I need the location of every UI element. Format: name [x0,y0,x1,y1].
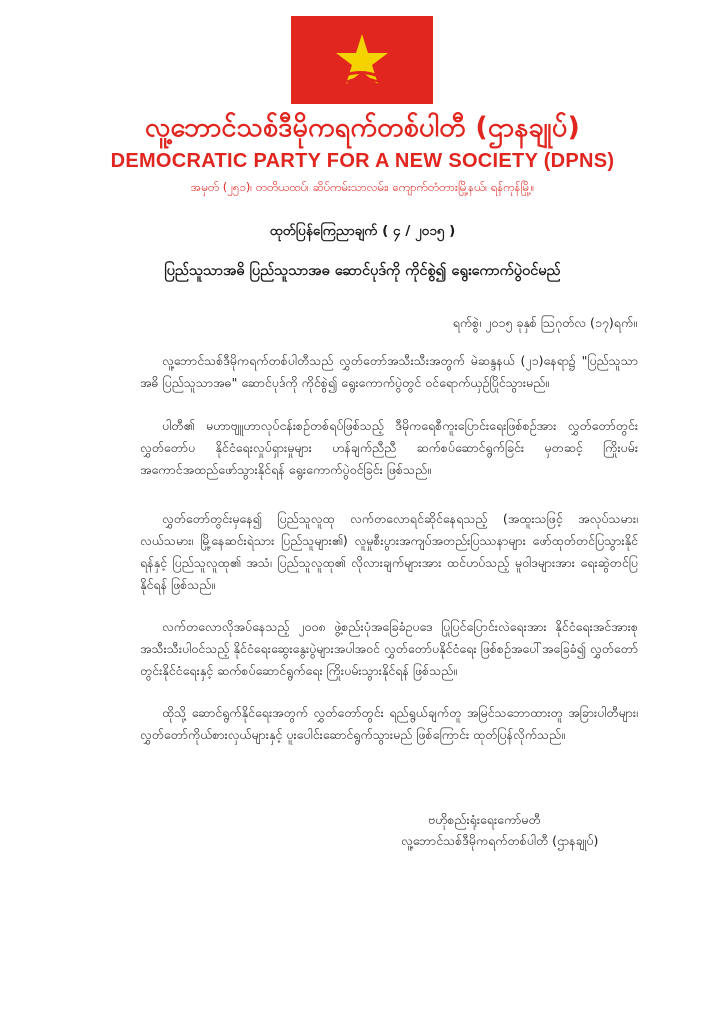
party-name-english: DEMOCRATIC PARTY FOR A NEW SOCIETY (DPNS) [110,150,615,172]
statement-headline: ပြည်သူသာအဓိ ပြည်သူသာအဓ ဆောင်ပုဒ်ကို ကိုင်စွဲ၍ ရွေးကောက်ပွဲဝင်မည် [164,263,561,279]
body-paragraph-5: ထိုသို့ ဆောင်ရွက်နိုင်ရေးအတွက် လွှတ်တော်တွင်း ရည်ရွယ်ချက်တူ အမြင်သဘောထားတူ အခြားပါတီများ၊ လွှတ်တော်ကိုယ်စားလှယ်များနှင့် ပူးပေါင်းဆောင်ရွက်သွားမည် ဖြစ်ကြောင်း ထုတ်ပြန်လိုက်သည်။ [140,705,638,742]
body-paragraph-1: လူ့ဘောင်သစ်ဒီမိုကရက်တစ်ပါတီသည် လွှတ်တော်အသီးသီးအတွက် မဲဆန္ဒနယ် (၂၁)နေရာ၌ "ပြည်သူသာအဓိ ပြည်သူသာအဓ" ဆောင်ပုဒ်ကို ကိုင်စွဲ၍ ရွေးကောက်ပွဲတွင် ဝင်ရောက်ယှဉ်ပြိုင်သွားမည်။ [140,353,638,390]
star-icon [291,16,433,104]
party-address: အမှတ် (၂၅၁)၊ တတိယထပ်၊ ဆိပ်ကမ်းသာလမ်း၊ ကျောက်တံတားမြို့နယ်၊ ရန်ကုန်မြို့။ [190,180,535,194]
body-paragraph-2: ပါတီ၏ မဟာဗျူဟာလုပ်ငန်းစဉ်တစ်ရပ်ဖြစ်သည့် ဒီမိုကရေစီကူးပြောင်းရေးဖြစ်စဉ်အား လွှတ်တော်တွင်း လွှတ်တော်ပ နိုင်ငံရေးလှုပ်ရှားမှုများ ဟန်ချက်ညီညီ ဆက်စပ်ဆောင်ရွက်ခြင်း မှတဆင့် ကြိုးပမ်းအကောင်အထည်ဖော်သွားနိုင်ရန် ရွေးကောက်ပွဲဝင်ခြင်း ဖြစ်သည်။ [140,418,638,477]
statement-date: ရက်စွဲ၊ ၂၀၁၅ ခုနှစ် ဩဂုတ်လ (၁၇)ရက်။ [452,315,637,330]
signature-party: လူ့ဘောင်သစ်ဒီမိုကရက်တစ်ပါတီ (ဌာနချုပ်) [401,833,599,848]
body-paragraph-3: လွှတ်တော်တွင်းမှနေ၍ ပြည်သူလူထု လက်တလောရင်ဆိုင်နေရသည့် (အထူးသဖြင့် အလုပ်သမား၊ လယ်သမား၊ မြို့နေဆင်းရဲသား ပြည်သူများ၏) လူမှုစီးပွားအကျပ်အတည်းပြဿနာများ ဖော်ထုတ်တင်ပြသွားနိုင်ရန်နှင့် ပြည်သူလူထု၏ အသံ၊ ပြည်သူလူထု၏ လိုလားချက်များအား ထင်ဟပ်သည့် မူဝါဒများအား ရေးဆွဲတင်ပြနိုင်ရန် ဖြစ်သည်။ [140,511,638,592]
signature-office: ဗဟိုစည်းရုံးရေးကော်မတီ [428,812,541,827]
party-name-myanmar: လူ့ဘောင်သစ်ဒီမိုကရက်တစ်ပါတီ (ဌာနချုပ်) [144,112,581,143]
body-paragraph-4: လက်တလောလိုအပ်နေသည့် ၂၀၀၈ ဖွဲ့စည်းပုံအခြေခံဥပဒေ ပြုပြင်ပြောင်းလဲရေးအား နိုင်ငံရေးအင်အားစုအသီးသီးပါဝင်သည့် နိုင်ငံရေးဆွေးနွေးပွဲများအပါအဝင် လွှတ်တော်ပနိုင်ငံရေး ဖြစ်စဉ်အပေါ်အခြေခံ၍ လွှတ်တော်တွင်းနိုင်ငံရေးနှင့် ဆက်စပ်ဆောင်ရွက်ရေး ကြိုးပမ်းသွားနိုင်ရန် ဖြစ်သည်။ [140,619,638,678]
statement-number: ထုတ်ပြန်ကြေညာချက် ( ၄ / ၂၀၁၅ ) [269,223,456,239]
party-flag-logo [291,16,433,104]
